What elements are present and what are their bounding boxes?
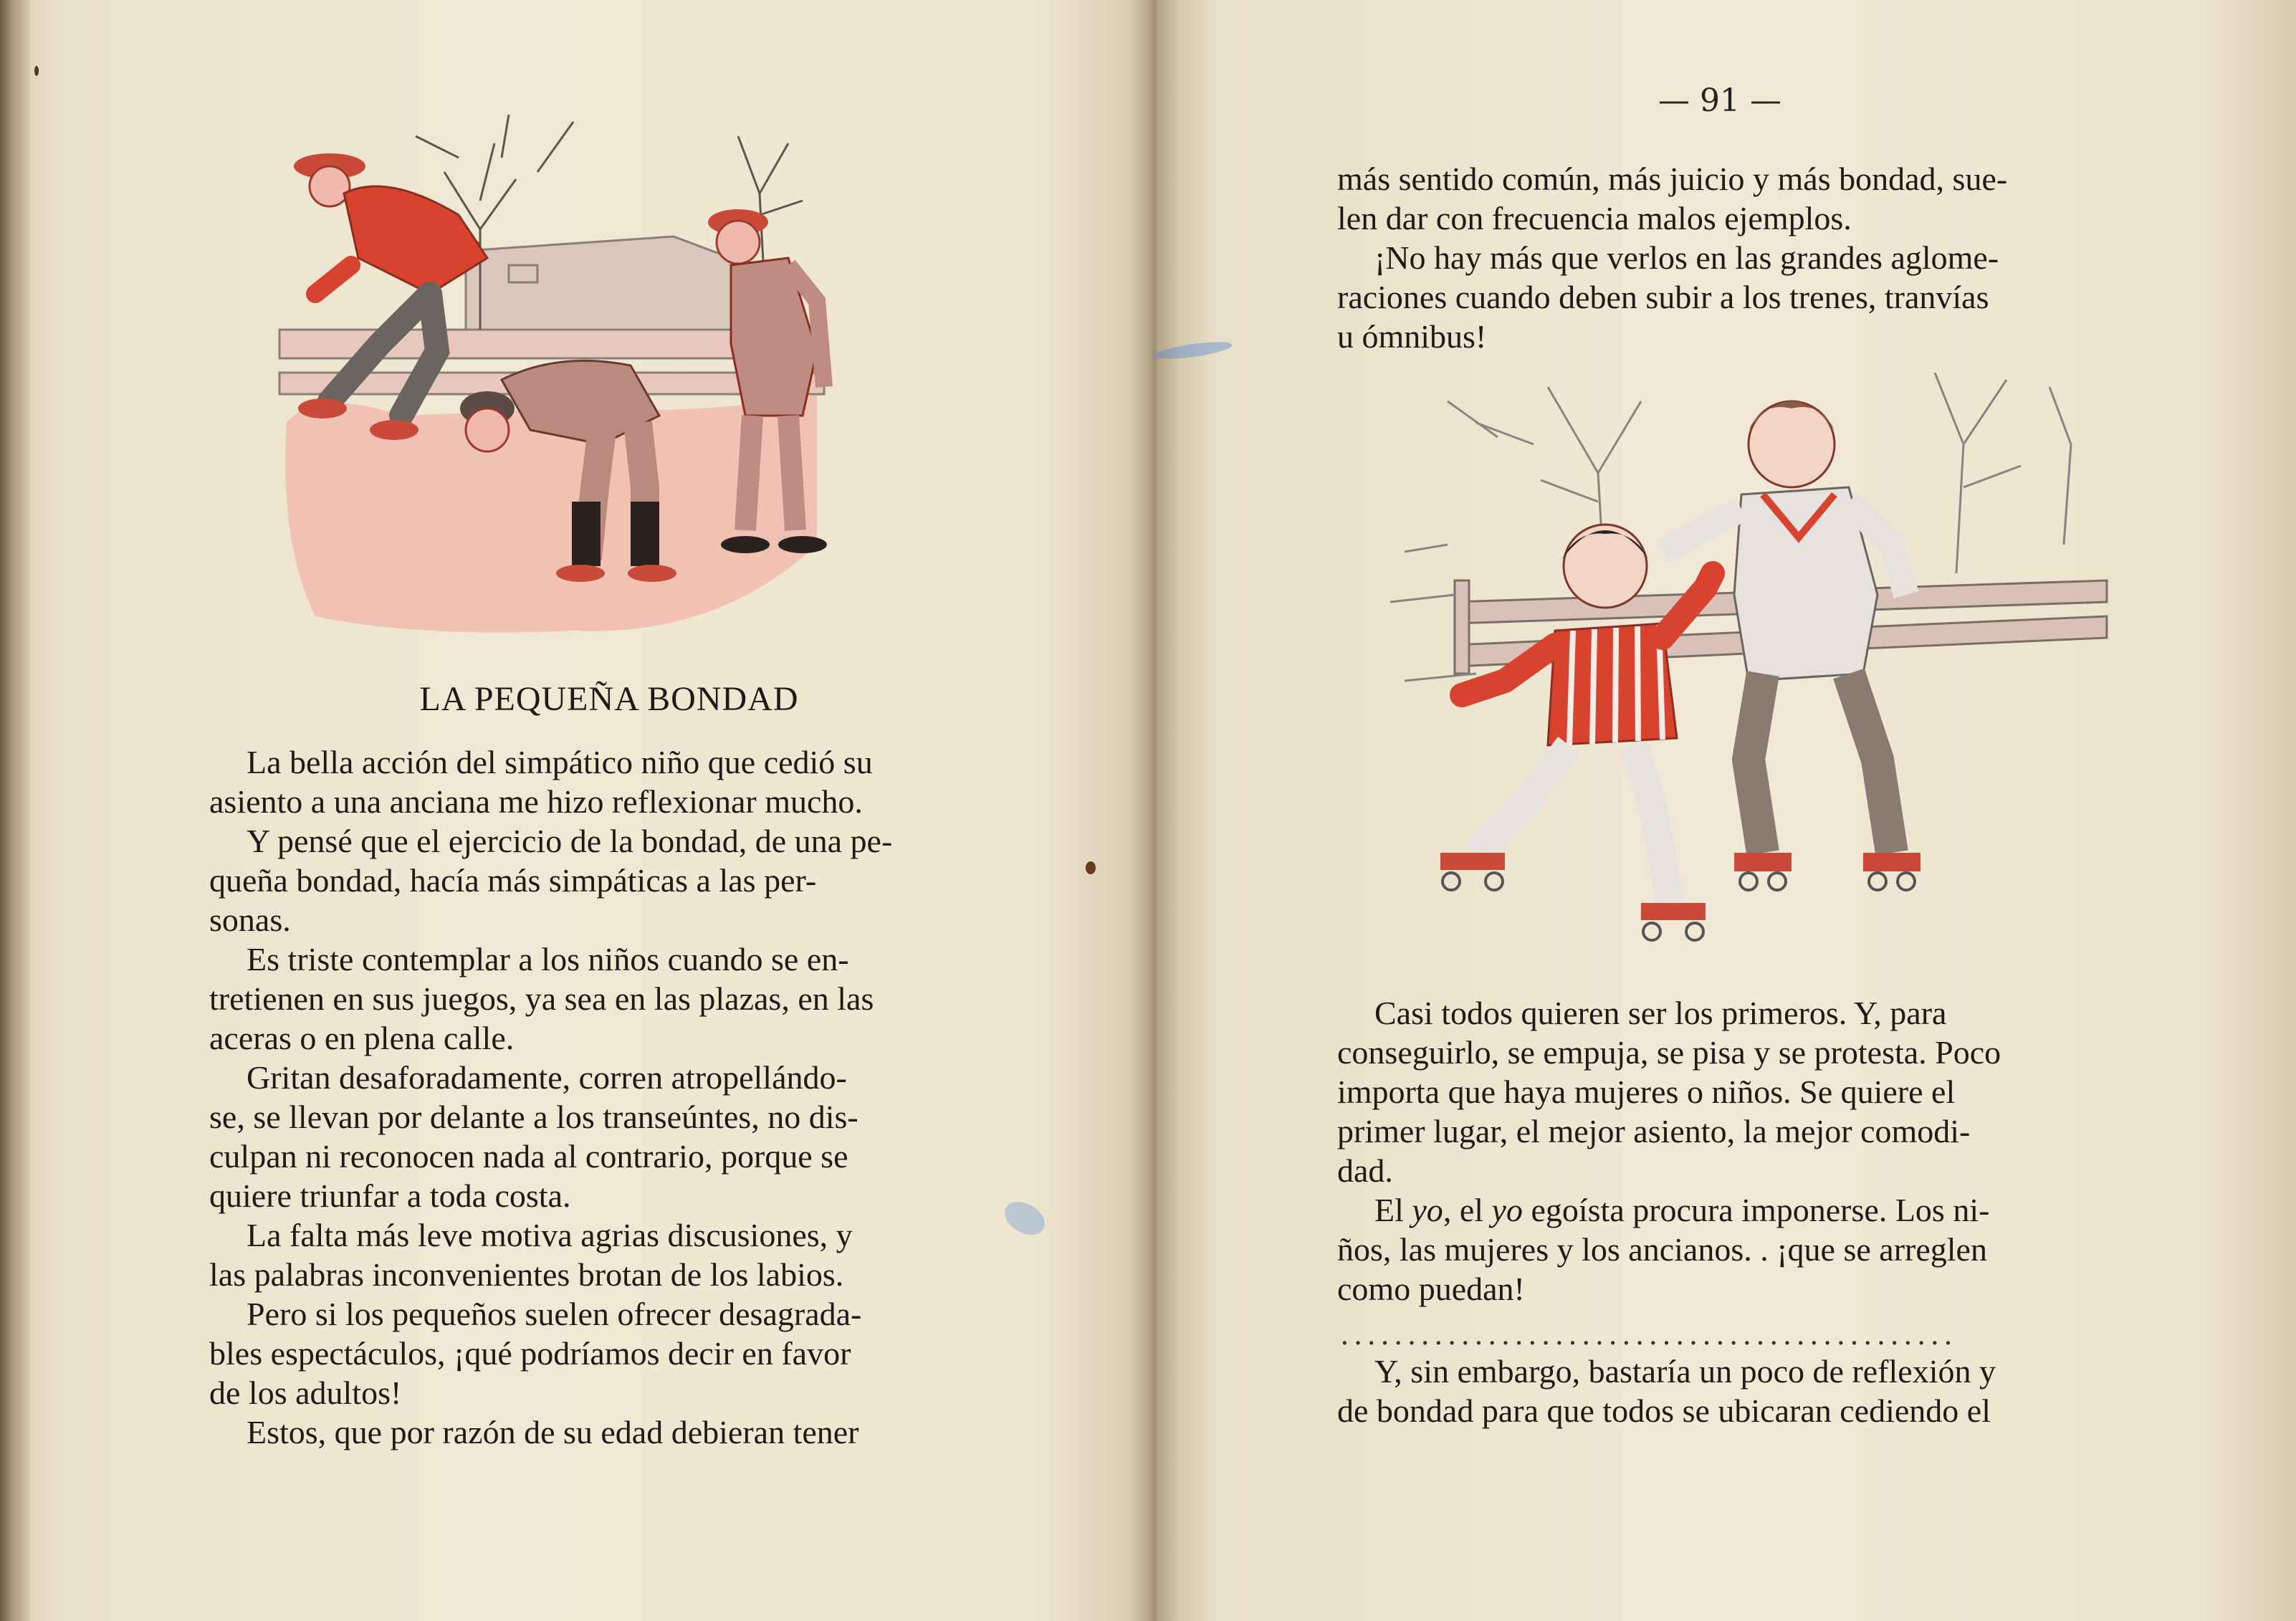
text-line: La bella acción del simpático niño que cedió su <box>247 744 873 780</box>
text-line: ños, las mujeres y los ancianos. . ¡que se arreglen <box>1337 1231 1987 1268</box>
text-line: dad. <box>1337 1152 1393 1189</box>
book-edge <box>0 0 30 1621</box>
text-line: se, se llevan por delante a los transeúntes, no dis- <box>209 1099 858 1135</box>
roller-skating-illustration <box>1362 358 2121 989</box>
text-line: Y pensé que el ejercicio de la bondad, de una pe- <box>247 823 893 859</box>
ink-stain <box>1086 861 1096 874</box>
text-fragment: yo <box>1412 1192 1443 1228</box>
text-line: Casi todos quieren ser los primeros. Y, para <box>1374 995 1947 1031</box>
text-line: Y, sin embargo, bastaría un poco de reflexión y <box>1374 1353 1996 1390</box>
text-line: asiento a una anciana me hizo reflexionar mucho. <box>209 783 863 820</box>
text-line: La falta más leve motiva agrias discusiones, y <box>247 1217 853 1253</box>
text-fragment: , el <box>1443 1192 1492 1228</box>
text-line: conseguirlo, se empuja, se pisa y se protesta. Poco <box>1337 1034 2001 1071</box>
left-page-text <box>209 742 1008 1452</box>
text-line: ¡No hay más que verlos en las grandes aglome- <box>1374 239 1999 276</box>
text-line: tretienen en sus juegos, ya sea en las plazas, en las <box>209 980 874 1017</box>
text-fragment: egoísta procura imponerse. Los ni- <box>1522 1192 1990 1228</box>
dotted-separator: .............................................. <box>1340 1319 1957 1352</box>
text-line: quiere triunfar a toda costa. <box>209 1177 571 1214</box>
paper-speck <box>34 66 39 76</box>
chapter-title: LA PEQUEÑA BONDAD <box>419 680 799 718</box>
text-line: len dar con frecuencia malos ejemplos. <box>1337 200 1852 236</box>
book-gutter <box>1129 0 1179 1621</box>
text-line: Gritan desaforadamente, corren atropellándo- <box>247 1059 847 1096</box>
right-page-bottom-text <box>1337 993 2133 1309</box>
leapfrog-illustration <box>272 115 946 659</box>
text-line: Pero si los pequeños suelen ofrecer desagrada- <box>247 1296 862 1332</box>
page-number: — 91 — <box>1658 82 1781 119</box>
text-line: primer lugar, el mejor asiento, la mejor comodi- <box>1337 1113 1971 1149</box>
text-line: Estos, que por razón de su edad debieran tener <box>247 1414 859 1450</box>
text-line: más sentido común, más juicio y más bondad, sue- <box>1337 161 2008 197</box>
text-line: aceras o en plena calle. <box>209 1020 515 1056</box>
text-line: las palabras inconvenientes brotan de los labios. <box>209 1256 844 1293</box>
text-line: raciones cuando deben subir a los trenes, tranvías <box>1337 279 1989 315</box>
text-line: Es triste contemplar a los niños cuando se en- <box>247 941 849 977</box>
text-line <box>1337 1190 2133 1230</box>
text-line: queña bondad, hacía más simpáticas a las per- <box>209 862 817 899</box>
text-line: bles espectáculos, ¡qué podríamos decir en favor <box>209 1335 851 1372</box>
right-page-top-text <box>1337 159 2133 356</box>
text-line: de los adultos! <box>209 1374 402 1411</box>
text-line: culpan ni reconocen nada al contrario, porque se <box>209 1138 848 1175</box>
text-line: sonas. <box>209 902 291 938</box>
text-line: de bondad para que todos se ubicaran cediendo el <box>1337 1392 1991 1429</box>
right-page-final-text <box>1337 1352 2133 1430</box>
text-line: como puedan! <box>1337 1271 1525 1307</box>
text-fragment: El <box>1374 1192 1412 1228</box>
text-line: importa que haya mujeres o niños. Se quiere el <box>1337 1074 1956 1110</box>
text-fragment: yo <box>1491 1192 1523 1228</box>
text-line: u ómnibus! <box>1337 318 1487 355</box>
